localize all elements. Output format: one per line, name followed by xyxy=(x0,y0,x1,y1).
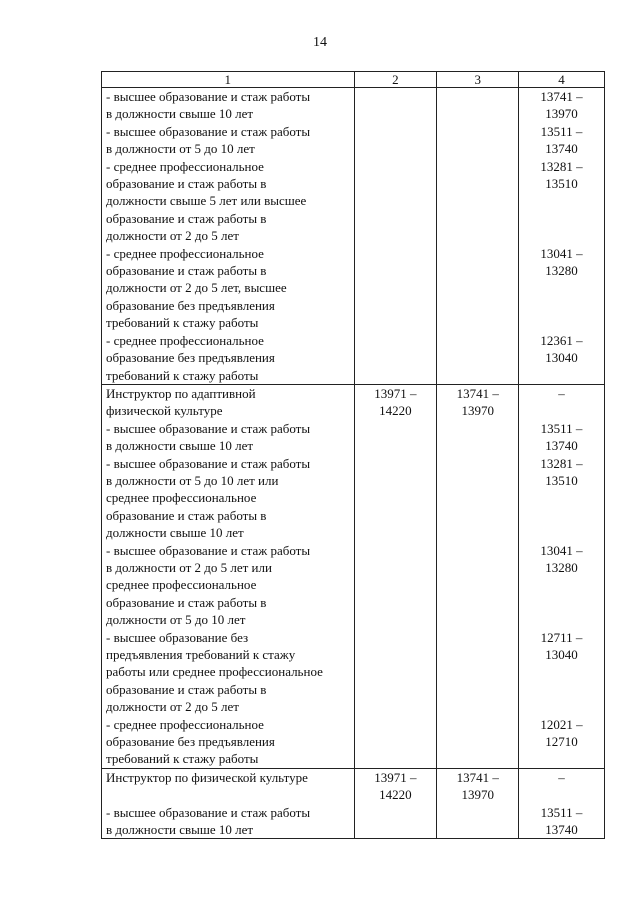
cell-line xyxy=(523,279,600,296)
cell-line: образование и стаж работы в xyxy=(106,210,267,226)
cell-line: - высшее образование и стаж работы xyxy=(106,420,311,436)
position-cell xyxy=(102,384,355,768)
cell-line: требований к стажу работы xyxy=(106,315,259,331)
cell-line: 13511 – xyxy=(540,420,583,436)
cell-line: 13971 – xyxy=(374,385,417,401)
cell-line xyxy=(523,507,600,524)
cell-line: - высшее образование и стаж работы xyxy=(106,542,311,558)
cell-line: в должности от 5 до 10 лет или xyxy=(106,472,279,488)
cell-line xyxy=(523,524,600,541)
cell-line: – xyxy=(558,769,565,785)
cell-line: образование и стаж работы в xyxy=(106,507,267,523)
cell-line: в должности от 5 до 10 лет xyxy=(106,141,255,157)
salary-table xyxy=(101,71,605,839)
range-cell-col4 xyxy=(519,88,605,385)
cell-line: 13511 – xyxy=(540,804,583,820)
range-cell-col2 xyxy=(354,384,437,768)
cell-line xyxy=(523,611,600,628)
cell-line: 13040 xyxy=(545,350,578,366)
cell-line: 13970 xyxy=(545,106,578,122)
cell-line: образование и стаж работы в xyxy=(106,681,267,697)
cell-line: требований к стажу работы xyxy=(106,751,259,767)
cell-line xyxy=(523,367,600,384)
cell-line: 13510 xyxy=(545,472,578,488)
cell-line: образование без предъявления xyxy=(106,297,275,313)
cell-line xyxy=(523,576,600,593)
cell-line: в должности свыше 10 лет xyxy=(106,106,254,122)
cell-line: 13041 – xyxy=(540,245,583,261)
cell-line: должности от 5 до 10 лет xyxy=(106,612,246,628)
cell-line: должности от 2 до 5 лет xyxy=(106,228,239,244)
cell-line xyxy=(523,786,600,803)
table-header-row xyxy=(102,72,605,88)
range-cell-col4 xyxy=(519,384,605,768)
cell-line: – xyxy=(558,385,565,401)
position-cell xyxy=(102,88,355,385)
cell-line: 13971 – xyxy=(374,769,417,785)
cell-line xyxy=(523,402,600,419)
cell-line: 13741 – xyxy=(456,385,499,401)
cell-line: - среднее профессиональное xyxy=(106,158,264,174)
cell-line: работы или среднее профессиональное xyxy=(106,664,323,680)
position-cell xyxy=(102,768,355,839)
cell-line: 12361 – xyxy=(540,332,583,348)
cell-line: 13970 xyxy=(461,787,494,803)
cell-line xyxy=(523,663,600,680)
cell-line: - среднее профессиональное xyxy=(106,332,264,348)
cell-line: 13740 xyxy=(545,141,578,157)
cell-line xyxy=(523,192,600,209)
cell-line: должности свыше 10 лет xyxy=(106,525,244,541)
cell-line: 12710 xyxy=(545,734,578,750)
cell-line: - высшее образование и стаж работы xyxy=(106,123,311,139)
range-cell-col3 xyxy=(437,768,519,839)
cell-line xyxy=(523,210,600,227)
cell-line: 12711 – xyxy=(540,629,583,645)
range-cell-col2 xyxy=(354,88,437,385)
cell-line xyxy=(106,786,350,803)
cell-line: 14220 xyxy=(379,403,412,419)
cell-line: - высшее образование и стаж работы xyxy=(106,804,311,820)
cell-line: 13741 – xyxy=(540,89,583,104)
cell-line: - среднее профессиональное xyxy=(106,716,264,732)
cell-line: образование и стаж работы в xyxy=(106,263,267,279)
cell-line: - высшее образование без xyxy=(106,629,249,645)
cell-line: 13740 xyxy=(545,822,578,838)
cell-line: - среднее профессиональное xyxy=(106,245,264,261)
cell-line: 13281 – xyxy=(540,455,583,471)
table-row xyxy=(102,384,605,768)
range-cell-col4 xyxy=(519,768,605,839)
cell-line xyxy=(523,227,600,244)
cell-line: образование и стаж работы в xyxy=(106,594,267,610)
header-cell-3: 3 xyxy=(437,72,519,88)
cell-line: среднее профессиональное xyxy=(106,490,257,506)
cell-line xyxy=(523,297,600,314)
cell-line: должности от 2 до 5 лет xyxy=(106,699,239,715)
cell-line xyxy=(523,750,600,767)
cell-line: образование без предъявления xyxy=(106,350,275,366)
cell-line: предъявления требований к стажу xyxy=(106,647,296,662)
cell-line: образование и стаж работы в xyxy=(106,176,267,192)
cell-line xyxy=(523,698,600,715)
cell-line: 13740 xyxy=(545,438,578,454)
cell-line: 12021 – xyxy=(540,716,583,732)
cell-line: - высшее образование и стаж работы xyxy=(106,455,311,471)
cell-line xyxy=(523,314,600,331)
cell-line: должности свыше 5 лет или высшее xyxy=(106,193,307,209)
cell-line: Инструктор по адаптивной xyxy=(106,385,256,401)
header-cell-4: 4 xyxy=(519,72,605,88)
cell-line: 13041 – xyxy=(540,542,583,558)
range-cell-col3 xyxy=(437,88,519,385)
cell-line: 13040 xyxy=(545,647,578,662)
cell-line: Инструктор по физической культуре xyxy=(106,769,308,785)
table-row xyxy=(102,768,605,839)
page-number: 14 xyxy=(313,35,327,50)
cell-line: в должности свыше 10 лет xyxy=(106,822,254,838)
header-cell-2: 2 xyxy=(354,72,437,88)
cell-line: в должности свыше 10 лет xyxy=(106,438,254,454)
cell-line: 13281 – xyxy=(540,158,583,174)
cell-line: должности от 2 до 5 лет, высшее xyxy=(106,280,287,296)
cell-line xyxy=(523,681,600,698)
cell-line: 13280 xyxy=(545,559,578,575)
cell-line: 13510 xyxy=(545,176,578,192)
table-row xyxy=(102,88,605,385)
range-cell-col3 xyxy=(437,384,519,768)
cell-line: 13970 xyxy=(461,403,494,419)
cell-line xyxy=(523,489,600,506)
cell-line: требований к стажу работы xyxy=(106,367,259,383)
cell-line: 14220 xyxy=(379,787,412,803)
cell-line xyxy=(523,594,600,611)
cell-line: 13741 – xyxy=(456,769,499,785)
range-cell-col2 xyxy=(354,768,437,839)
cell-line: физической культуре xyxy=(106,403,223,419)
cell-line: образование без предъявления xyxy=(106,734,275,750)
cell-line: в должности от 2 до 5 лет или xyxy=(106,559,272,575)
cell-line: 13280 xyxy=(545,263,578,279)
cell-line: среднее профессиональное xyxy=(106,577,257,593)
header-cell-1: 1 xyxy=(102,72,355,88)
cell-line: 13511 – xyxy=(540,123,583,139)
cell-line: - высшее образование и стаж работы xyxy=(106,89,311,104)
